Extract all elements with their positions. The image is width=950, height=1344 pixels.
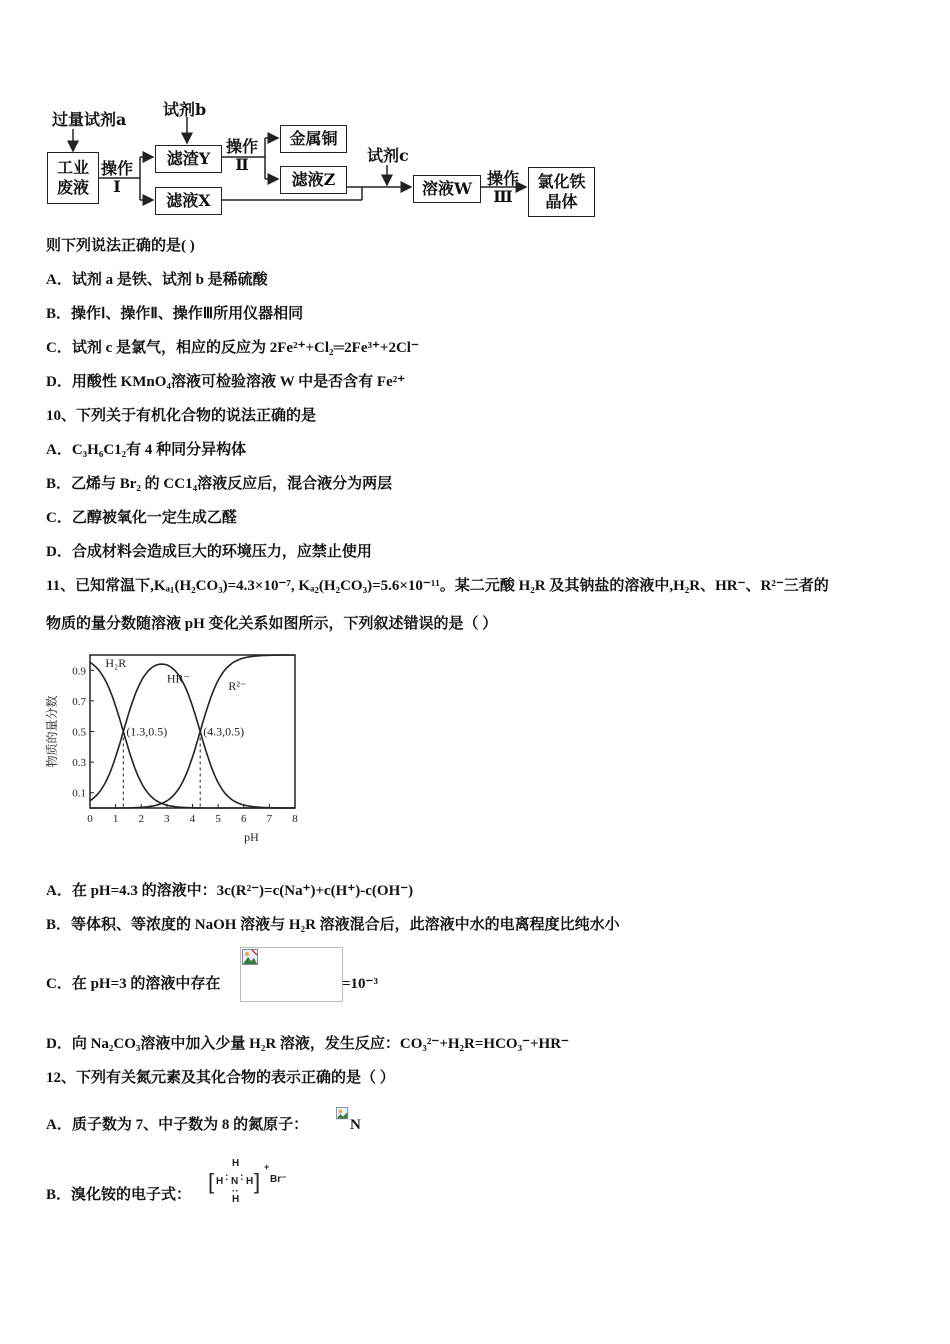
- dots-left: :: [225, 1172, 229, 1183]
- operation-1-label: [101, 160, 133, 196]
- q12-stem: 12、下列有关氮元素及其化合物的表示正确的是（ ）: [46, 1070, 395, 1086]
- y-tick-label: 0.3: [72, 757, 86, 770]
- series-line-1: [90, 664, 295, 808]
- q9-d-kmno4: KMnO₄: [120, 374, 171, 390]
- x-tick-label: 4: [189, 813, 196, 825]
- q11-option-a: A．在 pH=4.3 的溶液中：3c(R²⁻)=c(Na⁺)+c(H⁺)-c(OH⁻): [46, 883, 414, 899]
- q9-option-b: B．操作Ⅰ、操作Ⅱ、操作Ⅲ所用仪器相同: [46, 306, 304, 322]
- waste-text-2: 废液: [56, 178, 89, 197]
- x-axis-label: pH: [244, 830, 259, 844]
- q10-option-c: C．乙醇被氧化一定生成乙醛: [46, 510, 237, 526]
- reagent-a-label: 过量试剂a: [52, 110, 127, 129]
- h-bottom: H: [232, 1194, 240, 1205]
- plus-charge: +: [264, 1162, 270, 1172]
- q9-option-d: [46, 372, 405, 392]
- q9-stem: 则下列说法正确的是( ): [46, 238, 195, 254]
- x-tick-label: 7: [266, 813, 273, 825]
- op1-num: Ⅰ: [113, 177, 121, 196]
- reagent-b-label: 试剂b: [163, 100, 207, 119]
- op3-num: Ⅲ: [493, 187, 513, 206]
- flowchart-arrows: [0, 95, 950, 225]
- y-axis-label: 物质的量分数: [45, 695, 59, 768]
- ferric-chloride-crystal-box: [528, 167, 595, 217]
- residue-y-box: 滤渣Y: [155, 145, 222, 173]
- h-top: H: [232, 1158, 240, 1169]
- bracket-left: [: [208, 1169, 215, 1194]
- y-tick-label: 0.7: [72, 695, 86, 708]
- op3-text: 操作: [487, 169, 520, 188]
- dots-right: :: [240, 1172, 244, 1183]
- plot-frame: [90, 655, 295, 808]
- chart-svg: [40, 645, 310, 860]
- q11-option-c: [46, 974, 220, 994]
- ammonium-bromide-electron-formula: [206, 1158, 296, 1208]
- q12-b-pre: B．溴化铵的电子式：: [46, 1187, 192, 1203]
- dots-bottom: ··: [232, 1186, 239, 1197]
- q12-option-a: [46, 1115, 308, 1135]
- q11-c-pre: C．在 pH=3 的溶液中存在: [46, 976, 221, 992]
- operation-3-label: [487, 170, 519, 206]
- q12-option-b: [46, 1185, 191, 1205]
- process-flowchart: [0, 95, 950, 225]
- solution-w-box: 溶液W: [413, 175, 481, 203]
- q11-stem-line1: 11、已知常温下,Kₐ₁(H₂CO₃)=4.3×10⁻⁷, Kₐ₂(H₂CO₃)=5.6×10⁻¹¹。某二元酸 H₂R 及其钠盐的溶液中,H₂R、HR⁻、R²⁻三者的: [46, 578, 829, 594]
- bracket-right: ]: [254, 1169, 261, 1194]
- h-left: H: [216, 1176, 224, 1187]
- q9-c-equation: 2Fe²⁺+Cl₂═2Fe³⁺+2Cl⁻: [269, 340, 419, 356]
- filtrate-z-box: 滤液Z: [280, 166, 347, 194]
- y-tick-label: 0.5: [72, 726, 86, 739]
- q9-d-post: 溶液可检验溶液 W 中是否含有: [170, 374, 377, 390]
- x-tick-label: 0: [87, 813, 93, 825]
- product-text-2: 晶体: [545, 192, 578, 211]
- h-right: H: [246, 1176, 254, 1187]
- q11-c-post: =10⁻³: [342, 976, 378, 992]
- q12-a-symbol: N: [350, 1117, 361, 1133]
- y-tick-label: 0.9: [72, 665, 86, 678]
- filtrate-x-box: 滤液X: [155, 187, 222, 215]
- nitrogen-isotope-image-icon: [336, 1100, 350, 1128]
- y-tick-label: 0.1: [72, 787, 86, 800]
- x-tick-label: 3: [164, 813, 170, 825]
- q9-option-a: A．试剂 a 是铁、试剂 b 是稀硫酸: [46, 272, 268, 288]
- copper-box: 金属铜: [280, 125, 347, 153]
- q9-d-pre: D．用酸性: [46, 374, 121, 390]
- broken-image-icon: [242, 949, 258, 965]
- q11-c-formula-image: [240, 947, 343, 1002]
- q9-c-text: C．试剂 c 是氯气，相应的反应为: [46, 340, 270, 356]
- industrial-waste-box: [47, 152, 99, 204]
- q12-a-pre: A．质子数为 7、中子数为 8 的氮原子：: [46, 1117, 309, 1133]
- x-tick-label: 8: [292, 813, 298, 825]
- q11-stem-line2: 物质的量分数随溶液 pH 变化关系如图所示，下列叙述错误的是（ ）: [46, 616, 498, 632]
- x-tick-label: 1: [112, 813, 119, 825]
- point-annotation: (1.3,0.5): [126, 724, 168, 739]
- q10-option-b: B．乙烯与 Br₂ 的 CC1₄溶液反应后，混合液分为两层: [46, 476, 393, 492]
- operation-2-label: [226, 138, 258, 174]
- x-tick-label: 2: [138, 813, 144, 825]
- q11-option-d: D．向 Na₂CO₃溶液中加入少量 H₂R 溶液，发生反应：CO₃²⁻+H₂R=HCO₃⁻+HR⁻: [46, 1036, 569, 1052]
- q11-option-b: B．等体积、等浓度的 NaOH 溶液与 H₂R 溶液混合后，此溶液中水的电离程度比纯水小: [46, 917, 620, 933]
- series-line-0: [90, 662, 295, 808]
- series-label: R²⁻: [228, 679, 247, 694]
- series-label: H₂R: [105, 656, 127, 671]
- op2-text: 操作: [226, 137, 259, 156]
- n-center: N: [231, 1176, 239, 1187]
- x-tick-label: 6: [241, 813, 247, 825]
- op1-text: 操作: [101, 159, 134, 178]
- op2-num: Ⅱ: [235, 155, 249, 174]
- q10-option-a: A．C₃H₆C1₂有 4 种同分异构体: [46, 442, 247, 458]
- q10-option-d: D．合成材料会造成巨大的环境压力，应禁止使用: [46, 544, 372, 560]
- series-line-2: [90, 655, 295, 808]
- x-tick-label: 5: [215, 813, 221, 825]
- q9-d-fe: Fe²⁺: [376, 374, 406, 390]
- bromide-ion: Br⁻: [270, 1174, 287, 1185]
- series-label: HR⁻: [166, 671, 190, 686]
- q10-stem: 10、下列关于有机化合物的说法正确的是: [46, 408, 317, 424]
- waste-text-1: 工业: [56, 158, 89, 177]
- product-text-1: 氯化铁: [537, 172, 586, 191]
- q9-option-c: [46, 338, 419, 358]
- reagent-c-label: 试剂c: [367, 146, 409, 165]
- distribution-fraction-chart: [40, 645, 310, 860]
- point-annotation: (4.3,0.5): [203, 724, 245, 739]
